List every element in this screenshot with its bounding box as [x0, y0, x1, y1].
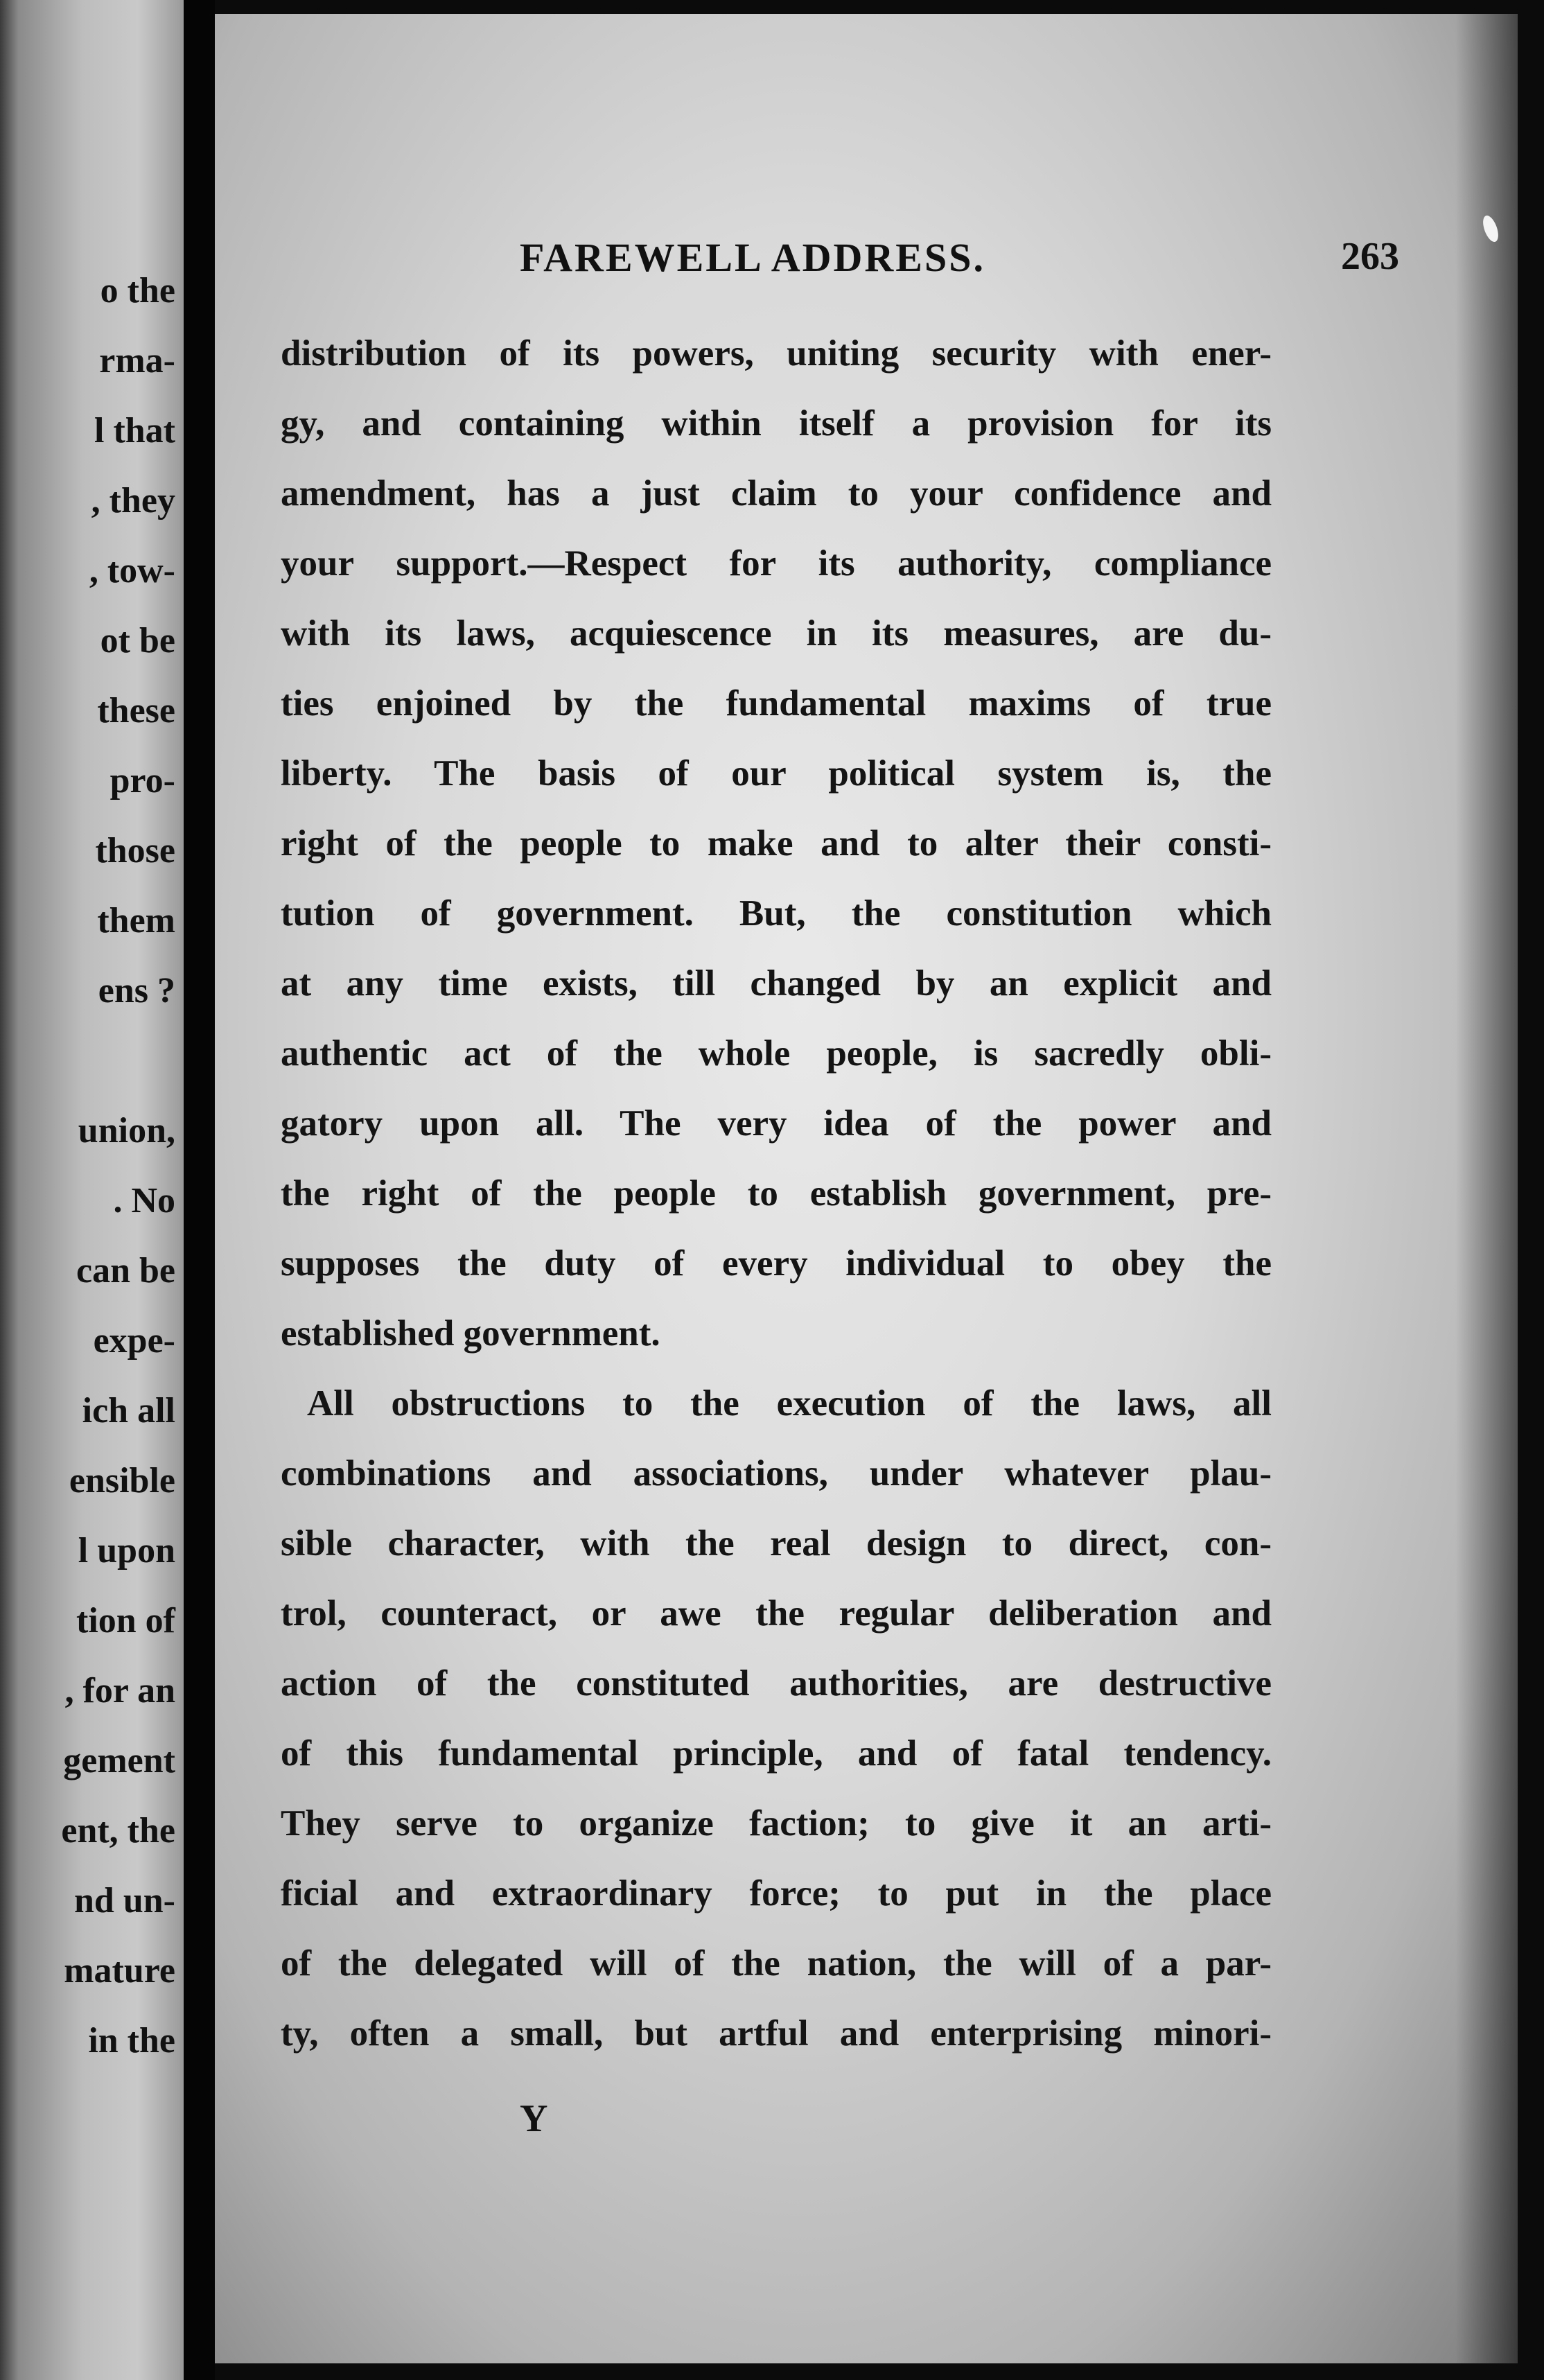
- previous-page-line: l upon: [78, 1531, 175, 1570]
- page-number: 263: [1341, 235, 1399, 278]
- text-line: action of the constituted authorities, are destructive: [281, 1663, 1272, 1704]
- previous-page-line: gement: [63, 1741, 175, 1780]
- previous-page-line: these: [97, 691, 175, 730]
- previous-page-line: nd un-: [74, 1881, 175, 1920]
- previous-page-line: o the: [100, 271, 175, 310]
- text-line: at any time exists, till changed by an explicit and: [281, 963, 1272, 1004]
- text-line: of the delegated will of the nation, the will of a par-: [281, 1943, 1272, 1984]
- text-line: trol, counteract, or awe the regular deliberation and: [281, 1593, 1272, 1634]
- previous-page-fragment: [0, 0, 184, 2380]
- page-edge-shadow: [1455, 14, 1518, 2363]
- previous-page-line: rma-: [99, 341, 175, 380]
- text-line: supposes the duty of every individual to obey the: [281, 1243, 1272, 1284]
- text-line: gy, and containing within itself a provision for its: [281, 403, 1272, 444]
- previous-page-line: ot be: [100, 621, 175, 660]
- previous-page-line: l that: [94, 411, 175, 450]
- text-line: ty, often a small, but artful and enterprising minori-: [281, 2013, 1272, 2054]
- previous-page-line: in the: [88, 2021, 175, 2060]
- previous-page-line: them: [97, 901, 175, 940]
- book-gutter: [184, 0, 215, 2380]
- previous-page-line: pro-: [109, 761, 175, 800]
- book-page: [215, 14, 1518, 2363]
- text-line: authentic act of the whole people, is sacredly obli-: [281, 1033, 1272, 1074]
- text-line: gatory upon all. The very idea of the power and: [281, 1103, 1272, 1144]
- text-line: All obstructions to the execution of the laws, all: [307, 1383, 1272, 1424]
- signature-mark: Y: [520, 2097, 548, 2140]
- text-line: combinations and associations, under whatever plau-: [281, 1453, 1272, 1494]
- previous-page-line: ich all: [82, 1391, 175, 1430]
- previous-page-line: expe-: [93, 1321, 175, 1360]
- text-line: distribution of its powers, uniting security with ener-: [281, 333, 1272, 374]
- previous-page-line: ensible: [69, 1461, 175, 1500]
- previous-page-line: can be: [76, 1251, 175, 1290]
- text-line: amendment, has a just claim to your confidence and: [281, 473, 1272, 514]
- previous-page-line: , for an: [64, 1671, 175, 1710]
- paragraph-2: [281, 1369, 1272, 2069]
- text-line: the right of the people to establish government, pre-: [281, 1173, 1272, 1214]
- paragraph-1: [281, 319, 1272, 1369]
- text-line: ties enjoined by the fundamental maxims of true: [281, 683, 1272, 724]
- text-line: tution of government. But, the constitution which: [281, 893, 1272, 934]
- text-line: established government.: [281, 1313, 660, 1354]
- previous-page-line: ens ?: [98, 971, 175, 1010]
- previous-page-line: , tow-: [89, 551, 175, 590]
- previous-page-line: mature: [64, 1951, 175, 1990]
- text-line: liberty. The basis of our political system is, the: [281, 753, 1272, 794]
- previous-page-line: ent, the: [61, 1811, 175, 1850]
- previous-page-line: those: [95, 831, 175, 870]
- previous-page-line: union,: [78, 1111, 175, 1150]
- previous-page-line: , they: [91, 481, 175, 520]
- running-title: FAREWELL ADDRESS.: [520, 235, 985, 280]
- text-line: ficial and extraordinary force; to put in the place: [281, 1873, 1272, 1914]
- text-line: with its laws, acquiescence in its measures, are du-: [281, 613, 1272, 654]
- previous-page-line: . No: [113, 1181, 175, 1220]
- page-header: [520, 234, 1490, 290]
- text-line: your support.—Respect for its authority, compliance: [281, 543, 1272, 584]
- text-line: right of the people to make and to alter their consti-: [281, 823, 1272, 864]
- previous-page-line: tion of: [76, 1601, 175, 1640]
- text-line: of this fundamental principle, and of fatal tendency.: [281, 1733, 1272, 1774]
- text-line: They serve to organize faction; to give it an arti-: [281, 1803, 1272, 1844]
- text-line: sible character, with the real design to direct, con-: [281, 1523, 1272, 1564]
